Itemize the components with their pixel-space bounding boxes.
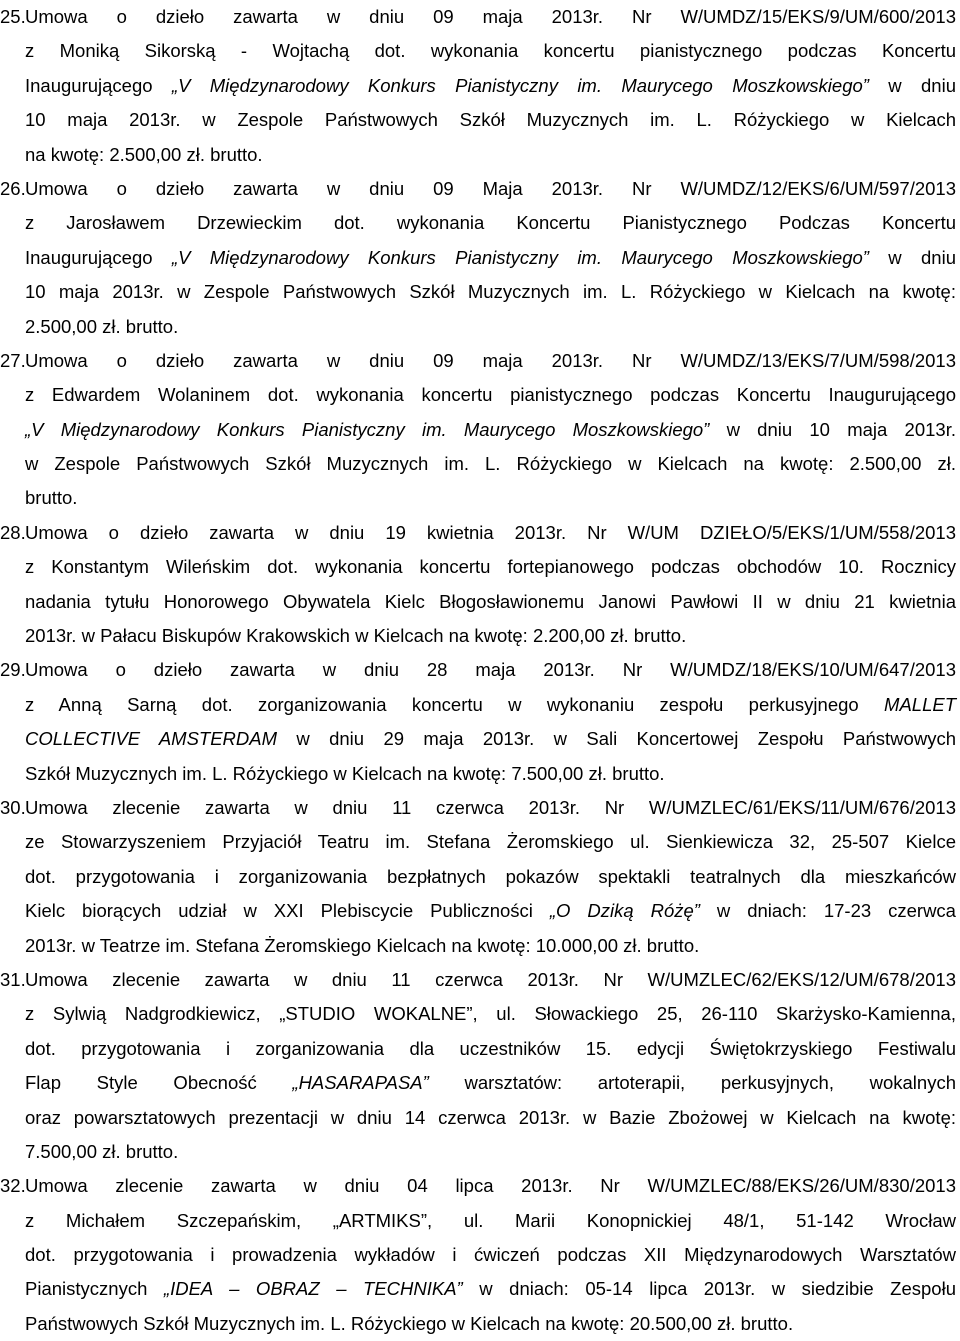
- text-segment: Umowa o dzieło zawarta w dniu 09 Maja 2013r. Nr W/UMDZ/12/EKS/6/UM/597/2013: [25, 177, 956, 199]
- text-segment: 2013r. w Teatrze im. Stefana Żeromskiego Kielcach na kwotę: 10.000,00 zł. brutto.: [25, 934, 700, 956]
- text-segment: 10 maja 2013r. w Zespole Państwowych Szkół Muzycznych im. L. Różyckiego w Kielcach na kwotę:: [25, 281, 956, 303]
- contract-item: [0, 1169, 956, 1341]
- item-number: 29.: [0, 659, 26, 681]
- text-line: [25, 378, 956, 412]
- text-segment: w dniu 10 maja 2013r.: [709, 418, 956, 440]
- text-segment: Inaugurującego: [25, 246, 172, 268]
- text-segment: w dniach: 05-14 lipca 2013r. w siedzibie Zespołu: [462, 1278, 956, 1300]
- text-segment: z Anną Sarną dot. zorganizowania koncertu w wykonaniu zespołu perkusyjnego: [25, 693, 885, 715]
- text-line: [25, 1204, 956, 1238]
- text-line: [25, 1135, 956, 1169]
- text-line: [25, 481, 956, 515]
- text-segment: z Konstantym Wileńskim dot. wykonania koncertu fortepianowego podczas obchodów 10. Rocznicy: [25, 556, 956, 578]
- text-line: [25, 447, 956, 481]
- text-segment: oraz powarsztatowych prezentacji w dniu 14 czerwca 2013r. w Bazie Zbożowej w Kielcach na kwotę:: [25, 1106, 956, 1128]
- contract-item: [0, 344, 956, 516]
- text-segment: 7.500,00 zł. brutto.: [25, 1140, 179, 1162]
- item-number: 31.: [0, 968, 26, 990]
- item-number: 25.: [0, 6, 26, 27]
- text-segment: w dniu 29 maja 2013r. w Sali Koncertowej Zespołu Państwowych: [277, 728, 956, 750]
- text-line: [25, 757, 956, 791]
- text-segment: z Michałem Szczepańskim, „ARTMIKS”, ul. Marii Konopnickiej 48/1, 51-142 Wrocław: [25, 1209, 956, 1231]
- text-line: [25, 69, 956, 103]
- text-line: [25, 997, 956, 1031]
- text-segment: dot. przygotowania i zorganizowania bezpłatnych pokazów spektakli teatralnych dla mieszkańców: [25, 865, 956, 887]
- text-segment: w Zespole Państwowych Szkół Muzycznych im. L. Różyckiego w Kielcach na kwotę: 2.500,00 zł.: [25, 453, 956, 475]
- text-line: [25, 310, 956, 344]
- text-segment: dot. przygotowania i prowadzenia wykładów i ćwiczeń podczas XII Międzynarodowych Warsztatów: [25, 1244, 956, 1266]
- italic-title: „V Międzynarodowy Konkurs Pianistyczny im. Maurycego Moszkowskiego”: [25, 418, 710, 440]
- text-line: [25, 241, 956, 275]
- contract-item: [0, 0, 956, 172]
- text-segment: 10 maja 2013r. w Zespole Państwowych Szkół Muzycznych im. L. Różyckiego w Kielcach: [25, 109, 956, 131]
- text-line: [25, 791, 956, 825]
- text-line: [25, 138, 956, 172]
- text-segment: Umowa o dzieło zawarta w dniu 19 kwietnia 2013r. Nr W/UM DZIEŁO/5/EKS/1/UM/558/2013: [25, 521, 956, 543]
- text-line: [25, 688, 956, 722]
- italic-title: „IDEA – OBRAZ – TECHNIKA”: [163, 1278, 463, 1300]
- text-segment: Flap Style Obecność: [25, 1072, 293, 1094]
- text-segment: Umowa zlecenie zawarta w dniu 04 lipca 2013r. Nr W/UMZLEC/88/EKS/26/UM/830/2013: [25, 1175, 956, 1197]
- italic-title: „O Dziką Różę”: [549, 900, 700, 922]
- text-segment: Państwowych Szkół Muzycznych im. L. Różyckiego w Kielcach na kwotę: 20.500,00 zł. brutto.: [25, 1312, 794, 1334]
- text-segment: ze Stowarzyszeniem Przyjaciół Teatru im. Stefana Żeromskiego ul. Sienkiewicza 32, 25-507 Kielce: [25, 831, 956, 853]
- text-segment: Szkół Muzycznych im. L. Różyckiego w Kielcach na kwotę: 7.500,00 zł. brutto.: [25, 762, 665, 784]
- contract-item: [0, 172, 956, 344]
- text-segment: Pianistycznych: [25, 1278, 164, 1300]
- text-line: [25, 550, 956, 584]
- text-segment: z Jarosławem Drzewieckim dot. wykonania Koncertu Pianistycznego Podczas Koncertu: [25, 212, 956, 234]
- text-line: [25, 1032, 956, 1066]
- contract-item: [0, 516, 956, 654]
- text-segment: z Sylwią Nadgrodkiewicz, „STUDIO WOKALNE”, ul. Słowackiego 25, 26-110 Skarżysko-Kamienna,: [25, 1003, 956, 1025]
- item-number: 28.: [0, 521, 26, 543]
- text-line: [25, 1169, 956, 1203]
- text-segment: w dniu: [868, 246, 956, 268]
- text-segment: w dniu: [868, 74, 956, 96]
- text-line: [25, 172, 956, 206]
- text-segment: Inaugurującego: [25, 74, 172, 96]
- text-line: [25, 413, 956, 447]
- text-segment: dot. przygotowania i zorganizowania dla uczestników 15. edycji Świętokrzyskiego Festiwalu: [25, 1037, 956, 1059]
- text-segment: Kielc biorących udział w XXI Plebiscycie Publiczności: [25, 900, 550, 922]
- item-number: 32.: [0, 1175, 26, 1197]
- text-line: [25, 825, 956, 859]
- item-number: 30.: [0, 796, 26, 818]
- text-segment: z Edwardem Wolaninem dot. wykonania koncertu pianistycznego podczas Koncertu Inaugurującego: [25, 384, 956, 406]
- text-segment: Umowa o dzieło zawarta w dniu 28 maja 2013r. Nr W/UMDZ/18/EKS/10/UM/647/2013: [25, 659, 956, 681]
- contract-item: [0, 963, 956, 1169]
- text-segment: 2013r. w Pałacu Biskupów Krakowskich w Kielcach na kwotę: 2.200,00 zł. brutto.: [25, 625, 687, 647]
- text-segment: Umowa o dzieło zawarta w dniu 09 maja 2013r. Nr W/UMDZ/13/EKS/7/UM/598/2013: [25, 349, 956, 371]
- text-segment: nadania tytułu Honorowego Obywatela Kielc Błogosławionemu Janowi Pawłowi II w dniu 21 kwietnia: [25, 590, 956, 612]
- text-line: [25, 0, 956, 34]
- italic-title: „V Międzynarodowy Konkurs Pianistyczny im. Maurycego Moszkowskiego”: [171, 74, 869, 96]
- text-line: [25, 103, 956, 137]
- text-line: [25, 619, 956, 653]
- item-number: 26.: [0, 177, 26, 199]
- text-segment: brutto.: [25, 487, 78, 509]
- text-line: [25, 653, 956, 687]
- item-number: 27.: [0, 349, 26, 371]
- text-line: [25, 516, 956, 550]
- italic-title: „V Międzynarodowy Konkurs Pianistyczny im. Maurycego Moszkowskiego”: [171, 246, 869, 268]
- text-line: [25, 722, 956, 756]
- text-line: [25, 860, 956, 894]
- italic-title: MALLET: [884, 693, 956, 715]
- italic-title: COLLECTIVE AMSTERDAM: [25, 728, 278, 750]
- text-segment: Umowa zlecenie zawarta w dniu 11 czerwca 2013r. Nr W/UMZLEC/61/EKS/11/UM/676/2013: [25, 796, 956, 818]
- text-line: [25, 1272, 956, 1306]
- text-line: [25, 894, 956, 928]
- text-segment: 2.500,00 zł. brutto.: [25, 315, 179, 337]
- text-segment: warsztatów: artoterapii, perkusyjnych, wokalnych: [428, 1072, 956, 1094]
- text-line: [25, 1307, 956, 1341]
- contract-item: [0, 791, 956, 963]
- text-line: [25, 344, 956, 378]
- text-line: [25, 929, 956, 963]
- text-segment: Umowa zlecenie zawarta w dniu 11 czerwca 2013r. Nr W/UMZLEC/62/EKS/12/UM/678/2013: [25, 968, 956, 990]
- text-segment: na kwotę: 2.500,00 zł. brutto.: [25, 143, 263, 165]
- text-line: [25, 34, 956, 68]
- text-segment: Umowa o dzieło zawarta w dniu 09 maja 2013r. Nr W/UMDZ/15/EKS/9/UM/600/2013: [25, 6, 956, 27]
- text-line: [25, 206, 956, 240]
- contract-item: [0, 653, 956, 791]
- text-line: [25, 275, 956, 309]
- text-segment: z Moniką Sikorską - Wojtachą dot. wykonania koncertu pianistycznego podczas Koncertu: [25, 40, 956, 62]
- text-line: [25, 1101, 956, 1135]
- text-line: [25, 1238, 956, 1272]
- italic-title: „HASARAPASA”: [292, 1072, 429, 1094]
- text-line: [25, 963, 956, 997]
- text-line: [25, 1066, 956, 1100]
- text-line: [25, 585, 956, 619]
- text-segment: w dniach: 17-23 czerwca: [699, 900, 956, 922]
